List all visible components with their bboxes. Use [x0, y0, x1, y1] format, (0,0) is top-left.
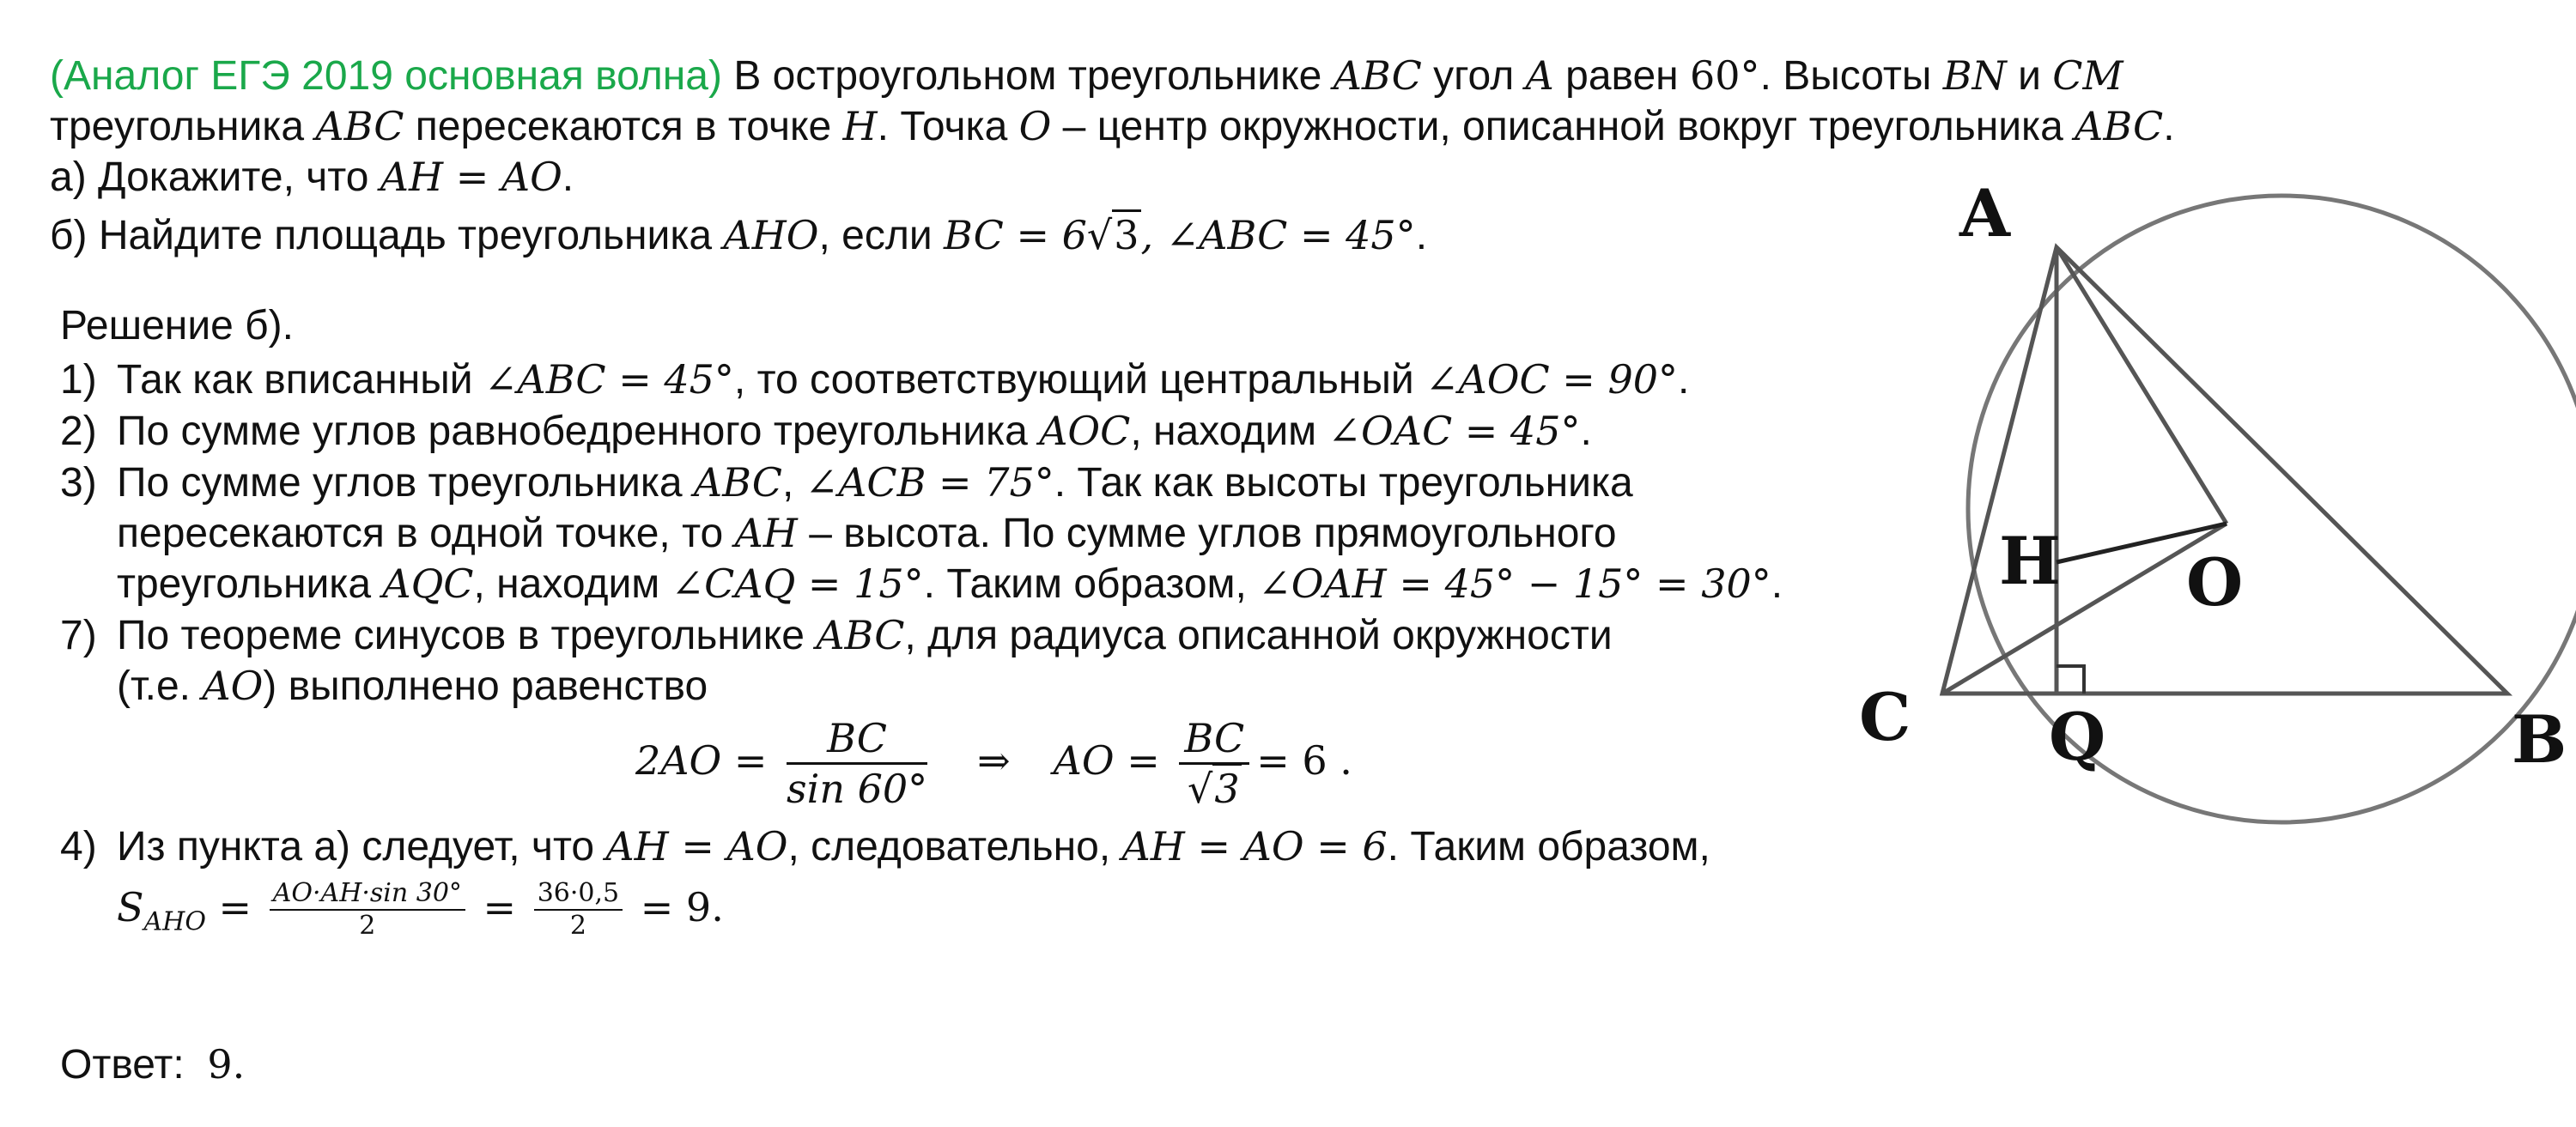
text: , — [781, 460, 805, 506]
text: , для радиуса описанной окружности — [904, 613, 1613, 658]
math: A — [1525, 52, 1554, 99]
math: ABC — [1333, 52, 1422, 99]
math: BN — [1942, 52, 2007, 99]
math-subscript: AHO — [143, 906, 206, 937]
math: AO = — [1053, 737, 1173, 784]
math: ∠OAH = 45° − 15° = 30° — [1258, 560, 1771, 607]
math: AH = AO — [380, 154, 562, 200]
answer-label: Ответ: — [60, 1042, 185, 1088]
math: 2AO = — [635, 737, 780, 784]
math: ABC — [693, 459, 782, 506]
text: . Так как высоты треугольника — [1054, 460, 1633, 506]
text: (т.е. — [117, 663, 203, 709]
right-angle-mark — [2057, 666, 2084, 694]
text: . Точка — [877, 104, 1019, 149]
math: AO — [202, 663, 264, 709]
step-number: 2) — [60, 409, 97, 454]
solution-step-7 — [60, 609, 1613, 662]
text: угол — [1421, 53, 1526, 99]
math: 60° — [1690, 52, 1760, 99]
fraction — [1179, 714, 1249, 813]
math: = — [470, 884, 529, 930]
text: , находим — [1130, 409, 1328, 454]
text: . Таким образом, — [1387, 824, 1710, 869]
text: . — [562, 155, 574, 200]
math: = 6 . — [1256, 737, 1352, 784]
math: BC = 6 — [943, 212, 1087, 258]
text: По сумме углов треугольника — [117, 460, 694, 506]
text: пересекаются в одной точке, то — [117, 511, 735, 556]
label-a: A — [1959, 175, 2010, 251]
numerator: 36·0,5 — [534, 878, 623, 911]
label-b: B — [2512, 701, 2567, 778]
text: По теореме синусов в треугольнике — [117, 613, 817, 658]
text: . — [1678, 357, 1690, 403]
math: ∠ABC = 45° — [483, 356, 734, 403]
solution-title: Решение б). — [60, 303, 294, 348]
math: ∠OAC = 45° — [1327, 408, 1581, 454]
fraction — [534, 878, 623, 942]
text: равен — [1553, 53, 1691, 99]
label-q: Q — [2049, 699, 2106, 775]
text: – высота. По сумме углов прямоугольного — [797, 511, 1617, 556]
math: AOC — [1039, 408, 1131, 454]
math: ABC — [315, 103, 404, 149]
step-number: 3) — [60, 460, 97, 506]
math: AH — [734, 510, 798, 556]
text: , то соответствующий центральный — [733, 357, 1425, 403]
text: По сумме углов равнобедренного треугольника — [117, 409, 1040, 454]
text: Так как вписанный — [117, 357, 484, 403]
radicand: 3 — [1212, 763, 1241, 812]
text: б) Найдите площадь треугольника — [50, 213, 724, 258]
text: и — [2006, 53, 2053, 99]
text: . Таким образом, — [923, 561, 1259, 607]
sine-law-formula — [635, 709, 1352, 813]
math: 3 — [1112, 209, 1140, 258]
text: . Высоты — [1759, 53, 1943, 99]
problem-source: (Аналог ЕГЭ 2019 основная волна) — [50, 53, 722, 99]
problem-part-a — [50, 151, 574, 203]
text: пересекаются в точке — [404, 104, 843, 149]
denominator: sin 60° — [787, 765, 928, 812]
math: CM — [2052, 52, 2123, 99]
step-number: 4) — [60, 824, 97, 869]
solution-step-3 — [60, 457, 1633, 509]
solution-step-1 — [60, 354, 1689, 406]
numerator: BC — [1179, 714, 1249, 765]
text: , если — [818, 213, 944, 258]
denominator: 2 — [359, 911, 376, 942]
area-formula — [117, 869, 724, 961]
math: ∠CAQ = 15° — [671, 560, 924, 607]
math: = 9. — [628, 884, 724, 930]
answer — [60, 1039, 245, 1091]
text: . — [2163, 104, 2175, 149]
answer-value: 9. — [207, 1041, 246, 1088]
label-h: H — [1999, 523, 2061, 599]
text: . — [1580, 409, 1592, 454]
solution-step-3-line-3 — [117, 558, 1783, 610]
math: O — [1018, 103, 1052, 149]
math: AHO — [723, 212, 819, 258]
math: AH = AO = 6 — [1121, 823, 1388, 869]
text: . — [1415, 213, 1428, 258]
text: а) Докажите, что — [50, 155, 380, 200]
math: ∠ACB = 75° — [805, 459, 1054, 506]
math: ∠AOC = 90° — [1425, 356, 1678, 403]
text: треугольника — [50, 104, 316, 149]
problem-line-1 — [50, 50, 2123, 102]
math: AQC — [382, 560, 474, 607]
solution-step-4 — [60, 821, 1710, 873]
math: , ∠ABC = 45° — [1140, 212, 1416, 258]
solution-step-2 — [60, 405, 1592, 457]
step-number: 1) — [60, 357, 97, 403]
numerator: AO·AH·sin 30° — [270, 878, 465, 911]
text: – центр окружности, описанной вокруг треугольника — [1051, 104, 2075, 149]
solution-step-3-line-2 — [117, 507, 1617, 560]
sqrt-sign: √ — [1086, 212, 1113, 258]
problem-part-b — [50, 209, 1427, 262]
fraction — [270, 878, 465, 942]
text: Из пункта а) следует, что — [117, 824, 606, 869]
text: . — [1771, 561, 1783, 607]
triangle-abc — [1942, 247, 2507, 694]
geometry-figure — [1829, 172, 2576, 867]
step-number: 7) — [60, 613, 97, 658]
solution-step-7-line-2 — [117, 660, 708, 712]
sqrt-sign: √ — [1188, 765, 1213, 812]
math: = — [205, 884, 264, 930]
math: ABC — [2075, 103, 2164, 149]
implies-arrow: ⇒ — [977, 737, 1011, 784]
text: ) выполнено равенство — [263, 663, 708, 709]
math: H — [842, 103, 878, 149]
math: S — [117, 884, 144, 930]
problem-line-2 — [50, 100, 2175, 153]
fraction — [787, 714, 927, 813]
text: , следовательно, — [787, 824, 1122, 869]
denominator: 2 — [569, 911, 586, 942]
label-c: C — [1859, 679, 1911, 755]
text: , находим — [473, 561, 671, 607]
denominator — [1179, 765, 1249, 813]
label-o: O — [2186, 544, 2244, 621]
text: В остроугольном треугольнике — [721, 53, 1334, 99]
numerator: BC — [787, 714, 927, 765]
math: ABC — [816, 612, 905, 658]
math: AH = AO — [605, 823, 788, 869]
segment-ao — [2057, 247, 2227, 524]
text: треугольника — [117, 561, 383, 607]
